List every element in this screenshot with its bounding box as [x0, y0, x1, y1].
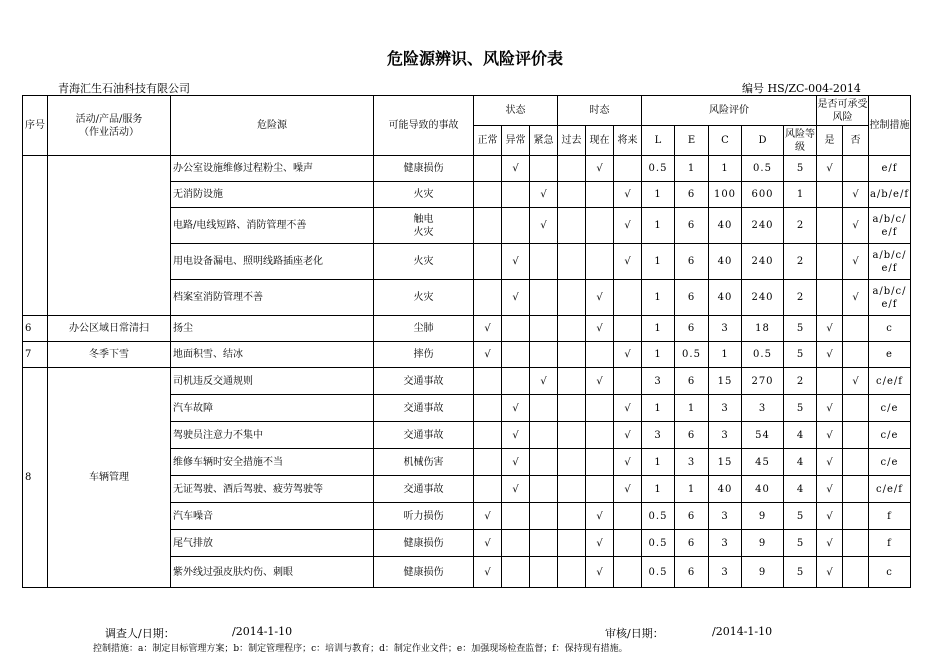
emergency-cell: [530, 476, 558, 503]
control-cell: a/b/c/e/f: [869, 244, 911, 280]
level-cell: 5: [784, 557, 817, 588]
emergency-cell: [530, 156, 558, 182]
table-row: [23, 316, 911, 342]
table-row: [23, 156, 911, 182]
emergency-cell: √: [530, 182, 558, 208]
present-cell: √: [586, 316, 614, 342]
e-cell: 0.5: [675, 342, 709, 368]
future-cell: √: [614, 422, 642, 449]
present-cell: √: [586, 503, 614, 530]
hazard-cell: 电路/电线短路、消防管理不善: [171, 208, 374, 244]
d-cell: 270: [742, 368, 784, 395]
activity-cell: 车辆管理: [48, 368, 171, 588]
yes-cell: [817, 208, 843, 244]
present-cell: [586, 422, 614, 449]
level-cell: 5: [784, 342, 817, 368]
d-cell: 600: [742, 182, 784, 208]
yes-cell: √: [817, 342, 843, 368]
hazard-cell: 汽车故障: [171, 395, 374, 422]
level-cell: 5: [784, 156, 817, 182]
l-cell: 1: [642, 449, 675, 476]
present-cell: [586, 208, 614, 244]
no-cell: √: [843, 368, 869, 395]
normal-cell: [474, 395, 502, 422]
level-cell: 2: [784, 244, 817, 280]
no-cell: [843, 449, 869, 476]
no-cell: [843, 476, 869, 503]
abnormal-cell: √: [502, 395, 530, 422]
past-cell: [558, 503, 586, 530]
future-cell: [614, 368, 642, 395]
normal-cell: [474, 208, 502, 244]
level-cell: 4: [784, 422, 817, 449]
hazard-cell: 无消防设施: [171, 182, 374, 208]
header-abnormal: 异常: [502, 126, 530, 156]
future-cell: [614, 530, 642, 557]
header-e: E: [675, 126, 709, 156]
header-tense: 时态: [558, 96, 642, 126]
accident-cell: 摔伤: [374, 342, 474, 368]
accident-cell: 听力损伤: [374, 503, 474, 530]
e-cell: 6: [675, 208, 709, 244]
no-cell: [843, 316, 869, 342]
emergency-cell: [530, 449, 558, 476]
c-cell: 40: [709, 476, 742, 503]
yes-cell: [817, 244, 843, 280]
page-title: 危险源辨识、风险评价表: [386, 49, 563, 68]
d-cell: 9: [742, 557, 784, 588]
e-cell: 6: [675, 557, 709, 588]
d-cell: 9: [742, 503, 784, 530]
hazard-cell: 紫外线过强皮肤灼伤、刺眼: [171, 557, 374, 588]
emergency-cell: [530, 557, 558, 588]
emergency-cell: [530, 530, 558, 557]
emergency-cell: [530, 503, 558, 530]
control-cell: c/e: [869, 422, 911, 449]
accident-cell: 交通事故: [374, 422, 474, 449]
future-cell: [614, 280, 642, 316]
l-cell: 0.5: [642, 530, 675, 557]
yes-cell: √: [817, 156, 843, 182]
accident-cell: 健康损伤: [374, 557, 474, 588]
activity-cell: 办公区域日常清扫: [48, 316, 171, 342]
emergency-cell: [530, 244, 558, 280]
e-cell: 6: [675, 244, 709, 280]
abnormal-cell: [502, 208, 530, 244]
level-cell: 1: [784, 182, 817, 208]
past-cell: [558, 368, 586, 395]
hazard-cell: 档案室消防管理不善: [171, 280, 374, 316]
accident-cell: 机械伤害: [374, 449, 474, 476]
present-cell: [586, 244, 614, 280]
level-cell: 4: [784, 449, 817, 476]
control-cell: c/e: [869, 395, 911, 422]
past-cell: [558, 182, 586, 208]
control-cell: f: [869, 503, 911, 530]
yes-cell: [817, 368, 843, 395]
header-yes: 是: [817, 126, 843, 156]
header-control: 控制措施: [869, 96, 911, 156]
normal-cell: [474, 368, 502, 395]
future-cell: [614, 503, 642, 530]
header-accident: 可能导致的事故: [374, 96, 474, 156]
hazard-cell: 尾气排放: [171, 530, 374, 557]
header-past: 过去: [558, 126, 586, 156]
accident-cell: 交通事故: [374, 476, 474, 503]
present-cell: [586, 182, 614, 208]
present-cell: √: [586, 156, 614, 182]
c-cell: 100: [709, 182, 742, 208]
accident-cell: 火灾: [374, 280, 474, 316]
control-cell: a/b/c/e/f: [869, 208, 911, 244]
abnormal-cell: √: [502, 244, 530, 280]
investigator-date: /2014-1-10: [232, 625, 293, 638]
l-cell: 0.5: [642, 557, 675, 588]
header-normal: 正常: [474, 126, 502, 156]
no-cell: [843, 557, 869, 588]
normal-cell: [474, 280, 502, 316]
header-d: D: [742, 126, 784, 156]
c-cell: 40: [709, 280, 742, 316]
c-cell: 3: [709, 316, 742, 342]
emergency-cell: [530, 395, 558, 422]
header-state: 状态: [474, 96, 558, 126]
past-cell: [558, 244, 586, 280]
hazard-cell: 驾驶员注意力不集中: [171, 422, 374, 449]
abnormal-cell: √: [502, 449, 530, 476]
level-cell: 5: [784, 530, 817, 557]
no-cell: [843, 156, 869, 182]
seq-cell: 8: [23, 368, 48, 588]
emergency-cell: [530, 316, 558, 342]
c-cell: 40: [709, 208, 742, 244]
emergency-cell: √: [530, 208, 558, 244]
accident-cell: 触电 火灾: [374, 208, 474, 244]
control-cell: c/e/f: [869, 368, 911, 395]
level-cell: 5: [784, 503, 817, 530]
control-cell: c: [869, 557, 911, 588]
normal-cell: [474, 476, 502, 503]
hazard-cell: 办公室设施维修过程粉尘、噪声: [171, 156, 374, 182]
future-cell: √: [614, 395, 642, 422]
l-cell: 1: [642, 316, 675, 342]
header-acceptable: 是否可承受风险: [817, 96, 869, 126]
e-cell: 1: [675, 476, 709, 503]
abnormal-cell: [502, 182, 530, 208]
reviewer-date: /2014-1-10: [712, 625, 773, 638]
d-cell: 0.5: [742, 342, 784, 368]
past-cell: [558, 449, 586, 476]
risk-table: [22, 95, 911, 588]
accident-cell: 健康损伤: [374, 530, 474, 557]
yes-cell: [817, 280, 843, 316]
d-cell: 240: [742, 244, 784, 280]
l-cell: 1: [642, 395, 675, 422]
no-cell: √: [843, 280, 869, 316]
d-cell: 40: [742, 476, 784, 503]
future-cell: √: [614, 208, 642, 244]
header-l: L: [642, 126, 675, 156]
accident-cell: 火灾: [374, 244, 474, 280]
c-cell: 1: [709, 156, 742, 182]
level-cell: 5: [784, 316, 817, 342]
past-cell: [558, 316, 586, 342]
no-cell: √: [843, 244, 869, 280]
seq-cell: [23, 156, 48, 316]
d-cell: 3: [742, 395, 784, 422]
normal-cell: [474, 244, 502, 280]
past-cell: [558, 422, 586, 449]
l-cell: 1: [642, 476, 675, 503]
table-row: [23, 342, 911, 368]
present-cell: [586, 476, 614, 503]
company-name: 青海汇生石油科技有限公司: [58, 82, 190, 95]
header-future: 将来: [614, 126, 642, 156]
activity-cell: [48, 156, 171, 316]
e-cell: 6: [675, 316, 709, 342]
l-cell: 1: [642, 342, 675, 368]
abnormal-cell: [502, 368, 530, 395]
normal-cell: [474, 449, 502, 476]
emergency-cell: [530, 280, 558, 316]
no-cell: √: [843, 182, 869, 208]
control-cell: a/b/c/e/f: [869, 280, 911, 316]
normal-cell: [474, 182, 502, 208]
e-cell: 6: [675, 422, 709, 449]
normal-cell: √: [474, 503, 502, 530]
control-cell: a/b/e/f: [869, 182, 911, 208]
control-cell: e: [869, 342, 911, 368]
d-cell: 54: [742, 422, 784, 449]
c-cell: 40: [709, 244, 742, 280]
header-activity: 活动/产品/服务 （作业活动）: [48, 96, 171, 156]
e-cell: 3: [675, 449, 709, 476]
l-cell: 1: [642, 244, 675, 280]
header-c: C: [709, 126, 742, 156]
accident-cell: 交通事故: [374, 368, 474, 395]
d-cell: 18: [742, 316, 784, 342]
past-cell: [558, 476, 586, 503]
yes-cell: √: [817, 476, 843, 503]
past-cell: [558, 395, 586, 422]
c-cell: 15: [709, 368, 742, 395]
abnormal-cell: [502, 557, 530, 588]
no-cell: [843, 395, 869, 422]
hazard-cell: 无证驾驶、酒后驾驶、疲劳驾驶等: [171, 476, 374, 503]
accident-cell: 健康损伤: [374, 156, 474, 182]
header-present: 现在: [586, 126, 614, 156]
no-cell: √: [843, 208, 869, 244]
present-cell: [586, 395, 614, 422]
yes-cell: √: [817, 503, 843, 530]
seq-cell: 7: [23, 342, 48, 368]
control-cell: c/e/f: [869, 476, 911, 503]
d-cell: 240: [742, 280, 784, 316]
future-cell: √: [614, 342, 642, 368]
future-cell: √: [614, 449, 642, 476]
present-cell: √: [586, 557, 614, 588]
e-cell: 6: [675, 280, 709, 316]
normal-cell: [474, 156, 502, 182]
e-cell: 6: [675, 182, 709, 208]
abnormal-cell: √: [502, 280, 530, 316]
past-cell: [558, 530, 586, 557]
yes-cell: √: [817, 449, 843, 476]
future-cell: √: [614, 182, 642, 208]
level-cell: 2: [784, 280, 817, 316]
emergency-cell: √: [530, 368, 558, 395]
level-cell: 2: [784, 208, 817, 244]
l-cell: 0.5: [642, 503, 675, 530]
abnormal-cell: √: [502, 156, 530, 182]
reviewer-label: 审核/日期：: [605, 627, 664, 640]
level-cell: 5: [784, 395, 817, 422]
header-risk: 风险评价: [642, 96, 817, 126]
d-cell: 45: [742, 449, 784, 476]
accident-cell: 交通事故: [374, 395, 474, 422]
past-cell: [558, 280, 586, 316]
level-cell: 4: [784, 476, 817, 503]
accident-cell: 火灾: [374, 182, 474, 208]
abnormal-cell: [502, 530, 530, 557]
no-cell: [843, 503, 869, 530]
c-cell: 3: [709, 530, 742, 557]
e-cell: 1: [675, 156, 709, 182]
document-number: 编号 HS/ZC-004-2014: [742, 82, 861, 95]
e-cell: 6: [675, 503, 709, 530]
future-cell: [614, 156, 642, 182]
normal-cell: [474, 422, 502, 449]
header-emergency: 紧急: [530, 126, 558, 156]
c-cell: 1: [709, 342, 742, 368]
normal-cell: √: [474, 316, 502, 342]
abnormal-cell: [502, 316, 530, 342]
d-cell: 0.5: [742, 156, 784, 182]
past-cell: [558, 156, 586, 182]
present-cell: [586, 449, 614, 476]
yes-cell: √: [817, 530, 843, 557]
l-cell: 3: [642, 368, 675, 395]
accident-cell: 尘肺: [374, 316, 474, 342]
c-cell: 3: [709, 557, 742, 588]
no-cell: [843, 422, 869, 449]
present-cell: [586, 342, 614, 368]
emergency-cell: [530, 422, 558, 449]
l-cell: 1: [642, 280, 675, 316]
future-cell: [614, 316, 642, 342]
hazard-cell: 司机违反交通规则: [171, 368, 374, 395]
e-cell: 6: [675, 368, 709, 395]
future-cell: √: [614, 244, 642, 280]
c-cell: 3: [709, 422, 742, 449]
header-hazard: 危险源: [171, 96, 374, 156]
l-cell: 0.5: [642, 156, 675, 182]
past-cell: [558, 342, 586, 368]
hazard-cell: 用电设备漏电、照明线路插座老化: [171, 244, 374, 280]
normal-cell: √: [474, 530, 502, 557]
abnormal-cell: [502, 342, 530, 368]
present-cell: √: [586, 530, 614, 557]
yes-cell: √: [817, 395, 843, 422]
future-cell: [614, 557, 642, 588]
control-cell: e/f: [869, 156, 911, 182]
header-no: 否: [843, 126, 869, 156]
no-cell: [843, 530, 869, 557]
table-row: [23, 368, 911, 395]
hazard-cell: 汽车噪音: [171, 503, 374, 530]
level-cell: 2: [784, 368, 817, 395]
hazard-cell: 扬尘: [171, 316, 374, 342]
e-cell: 6: [675, 530, 709, 557]
yes-cell: √: [817, 422, 843, 449]
investigator-label: 调查人/日期：: [105, 627, 175, 640]
e-cell: 1: [675, 395, 709, 422]
c-cell: 3: [709, 395, 742, 422]
future-cell: √: [614, 476, 642, 503]
yes-cell: [817, 182, 843, 208]
control-cell: c/e: [869, 449, 911, 476]
past-cell: [558, 208, 586, 244]
abnormal-cell: √: [502, 476, 530, 503]
emergency-cell: [530, 342, 558, 368]
seq-cell: 6: [23, 316, 48, 342]
c-cell: 3: [709, 503, 742, 530]
normal-cell: √: [474, 342, 502, 368]
abnormal-cell: √: [502, 422, 530, 449]
d-cell: 9: [742, 530, 784, 557]
header-seq: 序号: [23, 96, 48, 156]
control-cell: f: [869, 530, 911, 557]
l-cell: 1: [642, 208, 675, 244]
activity-cell: 冬季下雪: [48, 342, 171, 368]
l-cell: 3: [642, 422, 675, 449]
yes-cell: √: [817, 557, 843, 588]
yes-cell: √: [817, 316, 843, 342]
d-cell: 240: [742, 208, 784, 244]
hazard-cell: 维修车辆时安全措施不当: [171, 449, 374, 476]
present-cell: √: [586, 368, 614, 395]
abnormal-cell: [502, 503, 530, 530]
past-cell: [558, 557, 586, 588]
normal-cell: √: [474, 557, 502, 588]
present-cell: √: [586, 280, 614, 316]
no-cell: [843, 342, 869, 368]
l-cell: 1: [642, 182, 675, 208]
hazard-cell: 地面积雪、结冰: [171, 342, 374, 368]
header-level: 风险等级: [784, 126, 817, 156]
c-cell: 15: [709, 449, 742, 476]
control-cell: c: [869, 316, 911, 342]
control-measures-legend: 控制措施：a：制定目标管理方案；b：制定管理程序；c：培训与教育；d：制定作业文件；e：加强现场检查监督；f：保持现有措施。: [93, 644, 628, 654]
